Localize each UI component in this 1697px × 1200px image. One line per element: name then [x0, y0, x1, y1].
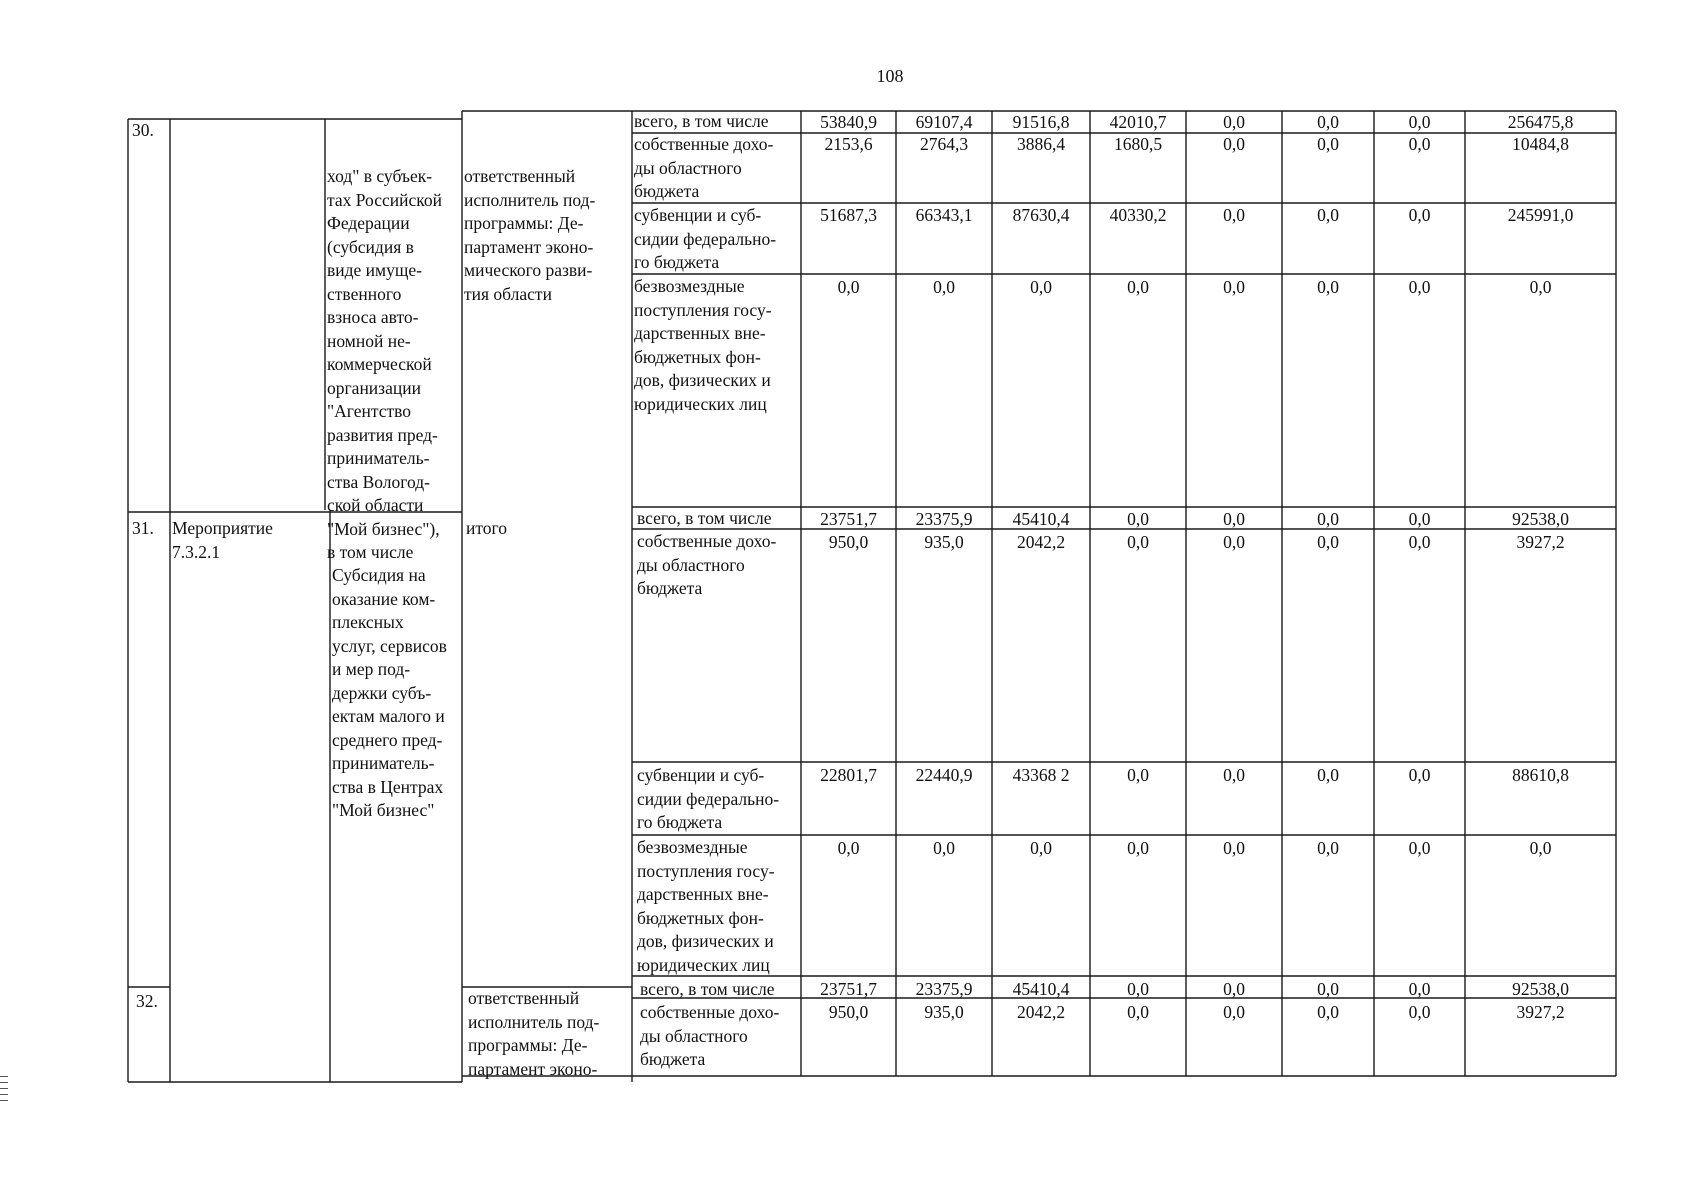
value-cell: 3927,2: [1516, 1002, 1565, 1022]
value-cell: 0,0: [1317, 765, 1339, 785]
value-cell: 0,0: [1223, 277, 1245, 297]
source-label: собственные дохо- ды областного бюджета: [634, 134, 774, 201]
value-cell: 0,0: [1223, 509, 1245, 529]
value-cell: 23375,9: [915, 979, 973, 999]
value-cell: 0,0: [1408, 532, 1431, 552]
source-label: безвозмездные поступления госу- дарственных вне- бюджетных фон- дов, физических и юридических лиц: [637, 837, 775, 975]
scan-mark: [0, 1088, 8, 1089]
value-cell: 0,0: [1408, 509, 1431, 529]
value-cell: 0,0: [1408, 112, 1431, 132]
value-cell: 0,0: [933, 277, 955, 297]
description-cell: ход" в субъек- тах Российской Федерации (субсидия в виде имуще- ственного взноса авто- номной не- коммерческой организации "Агентство развития пред- приниматель- ства Вологод- ской области "Мой бизнес"), в том числе: [327, 166, 442, 562]
value-cell: 0,0: [1127, 838, 1149, 858]
source-label: всего, в том числе: [634, 111, 769, 131]
value-cell: 0,0: [1317, 134, 1339, 154]
value-cell: 66343,1: [915, 205, 973, 225]
value-cell: 10484,8: [1512, 134, 1569, 154]
value-cell: 0,0: [1127, 277, 1149, 297]
scan-mark: [0, 1100, 8, 1101]
source-label: собственные дохо- ды областного бюджета: [637, 531, 777, 598]
value-cell: 87630,4: [1012, 205, 1070, 225]
value-cell: 0,0: [1030, 838, 1052, 858]
value-cell: 0,0: [1317, 205, 1339, 225]
value-cell: 0,0: [1030, 277, 1052, 297]
source-label: собственные дохо- ды областного бюджета: [640, 1002, 780, 1069]
value-cell: 0,0: [1529, 277, 1552, 297]
value-cell: 92538,0: [1512, 509, 1569, 529]
value-cell: 0,0: [1317, 979, 1339, 999]
value-cell: 23375,9: [915, 509, 973, 529]
source-label: субвенции и суб- сидии федерально- го бюджета: [637, 765, 780, 832]
value-cell: 0,0: [1529, 838, 1552, 858]
value-cell: 245991,0: [1507, 205, 1574, 225]
source-label: субвенции и суб- сидии федерально- го бюджета: [634, 205, 777, 272]
page-number: 108: [876, 66, 904, 86]
row-number: 32.: [136, 991, 158, 1011]
value-cell: 1680,5: [1113, 134, 1163, 154]
source-label: всего, в том числе: [640, 979, 775, 999]
value-cell: 43368 2: [1012, 765, 1070, 785]
value-cell: 0,0: [1223, 979, 1245, 999]
value-cell: 0,0: [1408, 1002, 1431, 1022]
value-cell: 0,0: [1223, 1002, 1245, 1022]
value-cell: 91516,8: [1012, 112, 1070, 132]
scan-mark: [0, 1094, 8, 1095]
value-cell: 0,0: [1317, 509, 1339, 529]
value-cell: 0,0: [1317, 532, 1339, 552]
value-cell: 950,0: [828, 1002, 869, 1022]
value-cell: 0,0: [1223, 205, 1245, 225]
executor-cell: ответственный исполнитель под- программы: Де- партамент эконо-: [468, 988, 600, 1079]
source-label: безвозмездные поступления госу- дарственных вне- бюджетных фон- дов, физических и юридических лиц: [634, 276, 772, 414]
value-cell: 0,0: [1223, 112, 1245, 132]
value-cell: 0,0: [1408, 277, 1431, 297]
value-cell: 935,0: [924, 532, 964, 552]
value-cell: 0,0: [1127, 509, 1149, 529]
value-cell: 2042,2: [1016, 532, 1066, 552]
row-number: 31.: [132, 518, 154, 538]
value-cell: 51687,3: [820, 205, 877, 225]
value-cell: 950,0: [828, 532, 869, 552]
value-cell: 0,0: [1317, 112, 1339, 132]
value-cell: 0,0: [1408, 134, 1431, 154]
value-cell: 0,0: [1317, 838, 1339, 858]
value-cell: 0,0: [1223, 134, 1245, 154]
source-label: всего, в том числе: [637, 508, 772, 528]
value-cell: 0,0: [1223, 765, 1245, 785]
value-cell: 0,0: [1408, 838, 1431, 858]
value-cell: 0,0: [1127, 1002, 1149, 1022]
value-cell: 935,0: [924, 1002, 964, 1022]
scan-mark: [0, 1076, 8, 1077]
value-cell: 22801,7: [820, 765, 877, 785]
value-cell: 45410,4: [1012, 509, 1070, 529]
value-cell: 256475,8: [1507, 112, 1574, 132]
value-cell: 0,0: [1317, 1002, 1339, 1022]
value-cell: 22440,9: [915, 765, 973, 785]
value-cell: 0,0: [1127, 765, 1149, 785]
value-cell: 0,0: [1127, 979, 1149, 999]
value-cell: 0,0: [1408, 765, 1431, 785]
value-cell: 2042,2: [1016, 1002, 1066, 1022]
description-cell: Субсидия на оказание ком- плексных услуг, сервисов и мер под- держки субъ- ектам малого и среднего пред- приниматель- ства в Центрах "Мой бизнес": [332, 565, 447, 820]
value-cell: 23751,7: [820, 509, 877, 529]
value-cell: 0,0: [933, 838, 955, 858]
value-cell: 45410,4: [1012, 979, 1070, 999]
value-cell: 0,0: [1223, 838, 1245, 858]
value-cell: 0,0: [1317, 277, 1339, 297]
value-cell: 2153,6: [824, 134, 873, 154]
executor-cell: ответственный исполнитель под- программы: Де- партамент эконо- мического разви- тия области: [464, 166, 596, 304]
value-cell: 3927,2: [1516, 532, 1565, 552]
value-cell: 53840,9: [820, 112, 877, 132]
value-cell: 0,0: [1408, 979, 1431, 999]
value-cell: 92538,0: [1512, 979, 1569, 999]
value-cell: 0,0: [837, 838, 860, 858]
value-cell: 0,0: [1127, 532, 1149, 552]
value-cell: 88610,8: [1512, 765, 1569, 785]
activity-cell: Мероприятие 7.3.2.1: [172, 518, 273, 562]
value-cell: 2764,3: [919, 134, 969, 154]
value-cell: 0,0: [1408, 205, 1431, 225]
row-number: 30.: [132, 120, 154, 140]
value-cell: 42010,7: [1109, 112, 1167, 132]
scan-mark: [0, 1082, 8, 1083]
value-cell: 23751,7: [820, 979, 877, 999]
value-cell: 0,0: [837, 277, 860, 297]
value-cell: 69107,4: [915, 112, 973, 132]
value-cell: 0,0: [1223, 532, 1245, 552]
value-cell: 40330,2: [1109, 205, 1167, 225]
value-cell: 3886,4: [1016, 134, 1066, 154]
executor-cell: итого: [466, 518, 508, 538]
